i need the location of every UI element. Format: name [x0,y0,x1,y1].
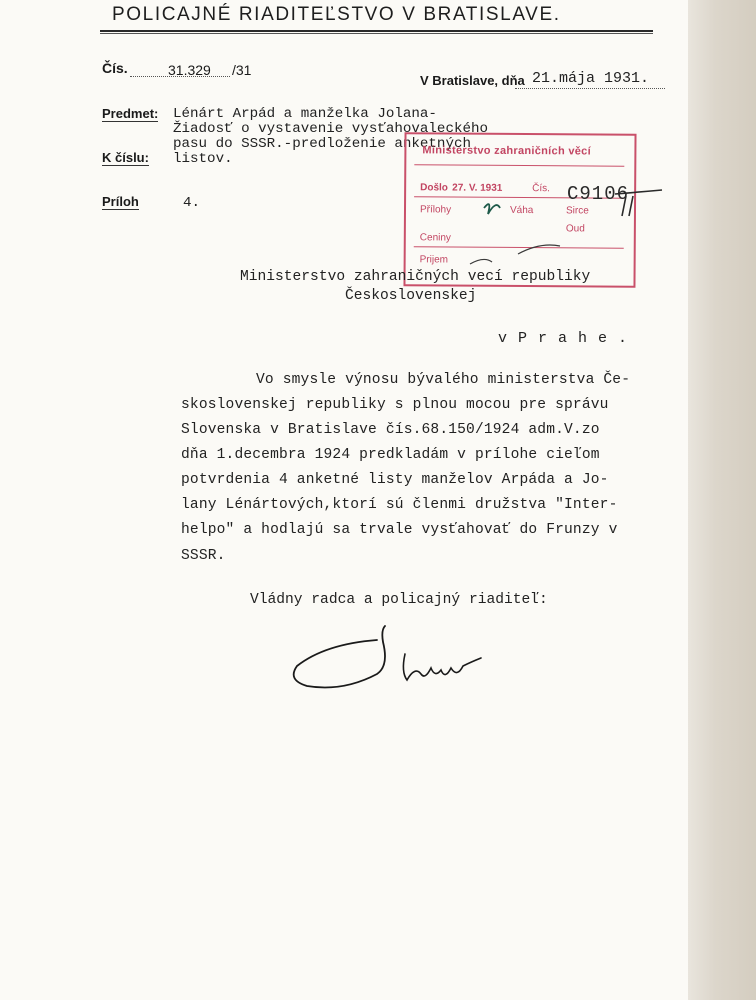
date-value: 21.mája 1931. [532,70,650,87]
priloh-label: Príloh [102,194,139,209]
place-label: V Bratislave, dňa [420,73,525,88]
stamp-prilohy-label: Přílohy [419,204,452,216]
body-line-8: SSSR. [181,548,226,564]
k-cislu-label: K číslu: [102,150,149,165]
letterhead-title: POLICAJNÉ RIADITEĽSTVO V BRATISLAVE. [112,4,561,25]
predmet-line-2: Žiadosť o vystavenie vysťahovaleckého [173,121,489,137]
cis-suffix: /31 [232,62,252,78]
stamp-dosle-label: Došlo [420,182,448,194]
predmet-line-1: Lénárt Arpád a manželka Jolana- [173,106,437,122]
addressee-line-2: Československej [345,288,477,304]
stamp-rule-1 [414,164,624,166]
cis-label: Čís. [102,60,128,76]
page-edge [688,0,756,1000]
signature-caption: Vládny radca a policajný riaditeľ: [250,592,548,608]
predmet-label: Predmet: [102,106,159,121]
stamp-dosle-value: 27. V. 1931 [452,182,503,194]
predmet-line-3: pasu do SSSR.-predloženie anketných [173,136,471,152]
body-line-3: Slovenska v Bratislave čís.68.150/1924 adm.V.zo [181,422,600,438]
stamp-number: C9106 [567,183,630,205]
letterhead-rule [100,30,653,32]
stamp-oud-label: Oud [565,223,585,235]
addressee-line-1: Ministerstvo zahraničných vecí republiky [240,269,591,285]
priloh-value: 4. [183,195,201,211]
body-line-4: dňa 1.decembra 1924 predkladám v prílohe cieľom [181,447,600,463]
stamp-title: Ministerstvo zahraničních věcí [422,144,592,158]
body-line-1: Vo smysle výnosu bývalého ministerstva Če- [256,372,631,388]
stamp-sirce-label: Sirce [565,205,589,217]
cis-value: 31.329 [168,62,211,78]
body-line-6: lany Lénártových,ktorí sú členmi družstva "Inter- [181,497,618,513]
date-dotline [515,88,665,89]
stamp-cis-label: Čís. [532,183,550,195]
body-line-5: potvrdenia 4 anketné listy manželov Arpáda a Jo- [181,472,609,488]
body-line-7: helpo" a hodlajú sa trvale vysťahovať do Frunzy v [181,522,618,538]
handwritten-signature [285,622,495,702]
predmet-line-4: listov. [173,151,233,167]
stamp-handwriting [440,170,680,280]
stamp-vaha-label: Váha [509,204,534,217]
stamp-prijem-label: Prijem [419,254,449,266]
addressee-city: v P r a h e . [498,330,629,347]
letterhead-rule-thin [100,33,653,34]
body-line-2: skoslovenskej republiky s plnou mocou pre správu [181,397,609,413]
stamp-ceniny-label: Ceniny [419,232,451,244]
